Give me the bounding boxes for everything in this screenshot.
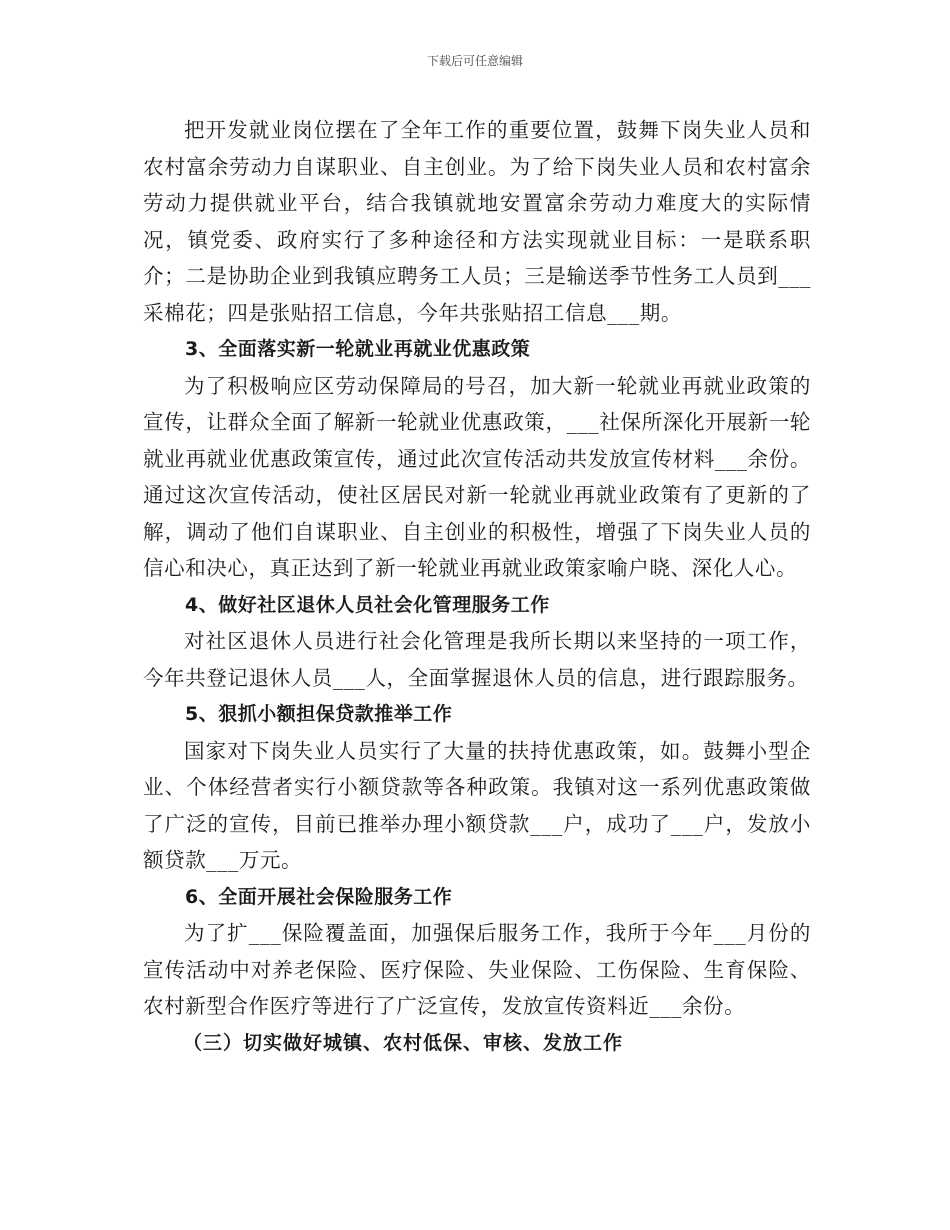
heading-small-loans: 5、狠抓小额担保贷款推举工作 — [185, 703, 453, 725]
paragraph-social-insurance: 为了扩___保险覆盖面，加强保后服务工作，我所于今年___月份的宣传活动中对养老保险、医疗保险、失业保险、工伤保险、生育保险、农村新型合作医疗等进行了广泛宣传，发放宣传资料近___余份。 — [143, 921, 811, 1018]
page-header: 下载后可任意编辑 — [426, 54, 523, 68]
heading-employment-policy: 3、全面落实新一轮就业再就业优惠政策 — [185, 338, 531, 360]
heading-social-insurance: 6、全面开展社会保险服务工作 — [185, 885, 453, 908]
paragraph-job-creation: 把开发就业岗位摆在了全年工作的重要位置，鼓舞下岗失业人员和农村富余劳动力自谋职业、自主创业。为了给下岗失业人员和农村富余劳动力提供就业平台，结合我镇就地安置富余劳动力难度大的实际情况，镇党委、政府实行了多种途径和方法实现就业目标：一是联系职介；二是协助企业到我镇应聘务工人员；三是输送季节性务工人员到___采棉花；四是张贴招工信息，今年共张贴招工信息___期。 — [143, 118, 811, 325]
paragraph-policy-publicity: 为了积极响应区劳动保障局的号召，加大新一轮就业再就业政策的宣传，让群众全面了解新一轮就业优惠政策，___社保所深化开展新一轮就业再就业优惠政策宣传，通过此次宣传活动共发放宣传材料___余份。通过这次宣传活动，使社区居民对新一轮就业再就业政策有了更新的了解，调动了他们自谋职业、自主创业的积极性，增强了下岗失业人员的信心和决心，真正达到了新一轮就业再就业政策家喻户晓、深化人心。 — [143, 373, 811, 580]
paragraph-small-loans: 国家对下岗失业人员实行了大量的扶持优惠政策，如。鼓舞小型企业、个体经营者实行小额贷款等各种政策。我镇对这一系列优惠政策做了广泛的宣传，目前已推举办理小额贷款___户，成功了___户，发放小额贷款___万元。 — [143, 738, 811, 872]
paragraph-retiree-registration: 对社区退休人员进行社会化管理是我所长期以来坚持的一项工作，今年共登记退休人员___人，全面掌握退休人员的信息，进行跟踪服务。 — [143, 629, 811, 690]
heading-subsistence-allowance: （三）切实做好城镇、农村低保、审核、发放工作 — [183, 1031, 624, 1054]
document-body — [143, 112, 811, 1061]
heading-retiree-management: 4、做好社区退休人员社会化管理服务工作 — [185, 593, 550, 616]
